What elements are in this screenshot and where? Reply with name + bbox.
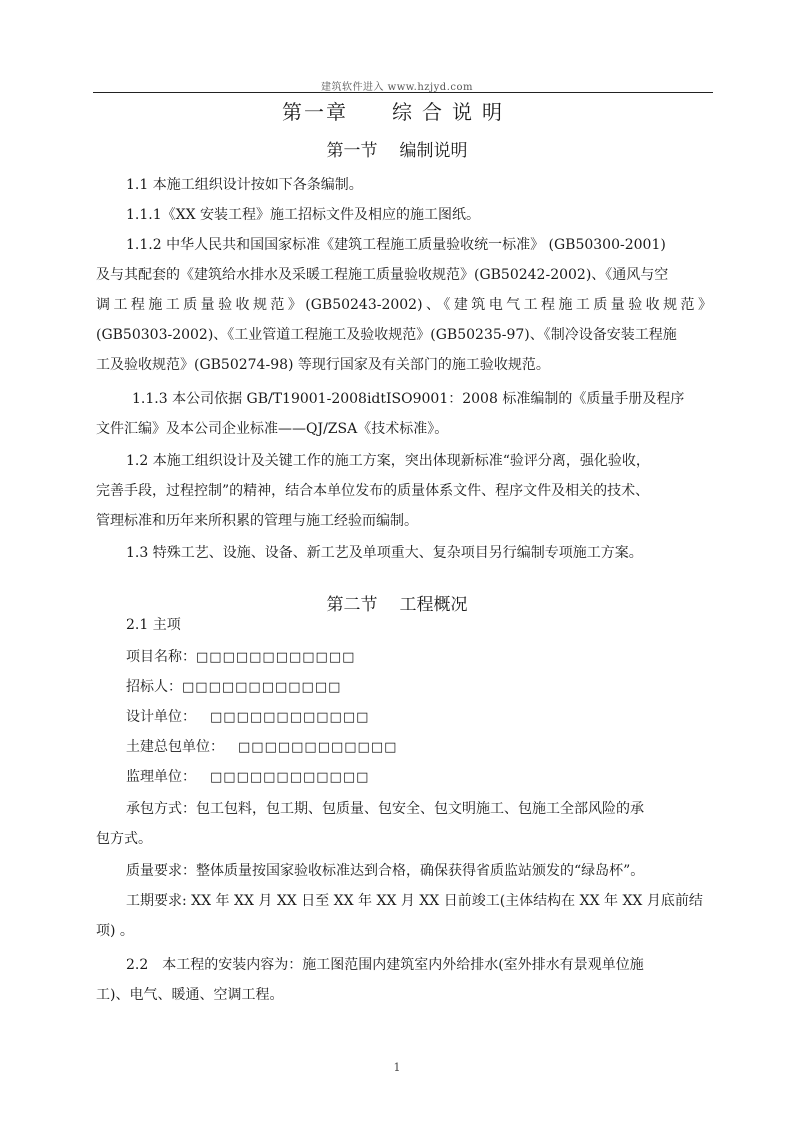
section-2-number: 第二节 <box>326 595 378 615</box>
paragraph-1-2-line-1: 1.2 本施工组织设计及关键工作的施工方案，突出体现新标准“验评分离，强化验收， <box>126 453 650 469</box>
paragraph-1-1: 1.1 本施工组织设计按如下各条编制。 <box>126 177 363 193</box>
contract-mode-line-2: 包方式。 <box>96 831 152 847</box>
field-value-placeholder: □□□□□□□□□□□□ <box>182 680 342 695</box>
section-1-number: 第一节 <box>326 141 378 161</box>
paragraph-1-1-2-line-3: 调工程施工质量验收规范》(GB50243-2002)、《建筑电气工程施工质量验收规范》 <box>96 297 712 313</box>
chapter-name: 综合说明 <box>392 100 512 124</box>
chapter-number: 第一章 <box>282 100 348 124</box>
paragraph-1-1-3-line-1: 1.1.3 本公司依据 GB/T19001-2008idtISO9001：2008 标准编制的《质量手册及程序 <box>132 391 685 407</box>
section-1-name: 编制说明 <box>399 141 468 161</box>
paragraph-1-1-2-line-1: 1.1.2 中华人民共和国国家标准《建筑工程施工质量验收统一标准》 (GB50300-2001) <box>126 237 666 253</box>
paragraph-1-3: 1.3 特殊工艺、设施、设备、新工艺及单项重大、复杂项目另行编制专项施工方案。 <box>126 545 643 561</box>
paragraph-1-2-line-3: 管理标准和历年来所积累的管理与施工经验而编制。 <box>96 513 418 529</box>
field-design-unit <box>126 708 712 727</box>
field-tenderer <box>126 678 712 697</box>
section-2-title <box>0 590 794 615</box>
quality-requirement: 质量要求：整体质量按国家验收标准达到合格，确保获得省质监站颁发的“绿岛杯”。 <box>126 863 645 879</box>
field-label: 土建总包单位： <box>126 739 224 755</box>
contract-mode-line-1: 承包方式：包工包料，包工期、包质量、包安全、包文明施工、包施工全部风险的承 <box>126 801 644 817</box>
page-number: 1 <box>393 1061 401 1074</box>
field-project-name <box>126 648 712 667</box>
schedule-requirement-line-2: 项) 。 <box>96 923 134 939</box>
page-header-site-text: 建筑软件进入 www.hzjyd.com <box>321 82 473 93</box>
subheading-2-1: 2.1 主项 <box>126 617 181 633</box>
field-label: 项目名称： <box>126 649 196 665</box>
field-value-placeholder: □□□□□□□□□□□□ <box>238 740 398 755</box>
paragraph-1-1-3-line-2: 文件汇编》及本公司企业标准——QJ/ZSA《技术标准》。 <box>96 421 449 437</box>
paragraph-2-2-line-1: 2.2 本工程的安装内容为：施工图范围内建筑室内外给排水(室外排水有景观单位施 <box>126 957 644 973</box>
field-value-placeholder: □□□□□□□□□□□□ <box>210 770 370 785</box>
paragraph-1-1-2-line-5: 工及验收规范》(GB50274-98) 等现行国家及有关部门的施工验收规范。 <box>96 357 550 373</box>
field-general-contractor <box>126 738 712 757</box>
field-label: 招标人： <box>126 679 182 695</box>
paragraph-1-1-1: 1.1.1《XX 安装工程》施工招标文件及相应的施工图纸。 <box>126 207 481 223</box>
paragraph-1-2-line-2: 完善手段，过程控制”的精神，结合本单位发布的质量体系文件、程序文件及相关的技术、 <box>96 483 650 499</box>
paragraph-1-1-2-line-2: 及与其配套的《建筑给水排水及采暖工程施工质量验收规范》(GB50242-2002)、《通风与空 <box>96 267 669 283</box>
section-1-title <box>0 136 794 161</box>
section-2-name: 工程概况 <box>399 595 468 615</box>
field-label: 监理单位： <box>126 769 196 785</box>
field-value-placeholder: □□□□□□□□□□□□ <box>196 650 356 665</box>
field-label: 设计单位： <box>126 709 196 725</box>
chapter-title <box>0 96 794 125</box>
field-value-placeholder: □□□□□□□□□□□□ <box>210 710 370 725</box>
header-divider <box>93 92 713 93</box>
paragraph-1-1-2-line-4: (GB50303-2002)、《工业管道工程施工及验收规范》(GB50235-97)、《制冷设备安装工程施 <box>96 327 677 343</box>
field-supervision-unit <box>126 768 712 787</box>
paragraph-2-2-line-2: 工)、电气、暖通、空调工程。 <box>96 987 284 1003</box>
schedule-requirement-line-1: 工期要求: XX 年 XX 月 XX 日至 XX 年 XX 月 XX 日前竣工(主体结构在 XX 年 XX 月底前结 <box>126 893 703 909</box>
